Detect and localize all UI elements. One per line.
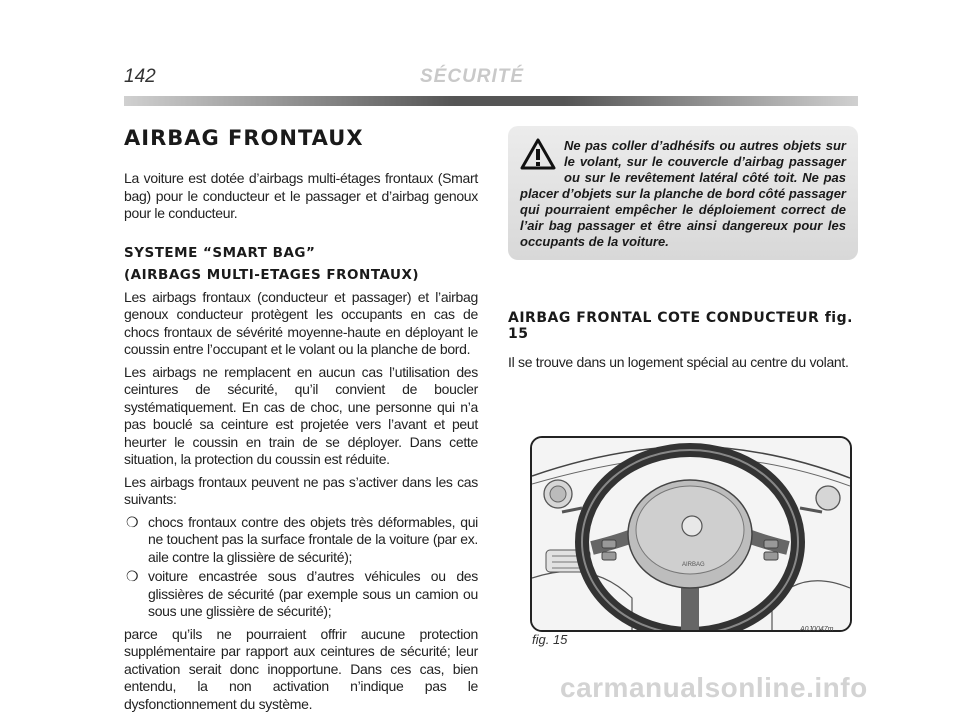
right-column: [508, 126, 858, 377]
figure-code: A0J0047m: [800, 626, 834, 633]
airbag-label: AIRBAG: [682, 562, 705, 568]
bullet-circle-icon: ❍: [126, 568, 139, 584]
paragraph-1: Les airbags frontaux (conducteur et passager) et l’airbag genoux conducteur protègent les occupants en cas de chocs frontaux de sévérité moyenne-haute en déployant le coussin entre l’occupant et le volant ou la planche de bord.: [124, 288, 478, 357]
paragraph-3: Les airbags frontaux peuvent ne pas s’activer dans les cas suivants:: [124, 473, 478, 507]
driver-airbag-text: Il se trouve dans un logement spécial au centre du volant.: [508, 354, 849, 370]
warning-box: [508, 126, 858, 260]
driver-airbag-title: AIRBAG FRONTAL COTE CONDUCTEUR fig. 15: [508, 310, 853, 342]
left-column: [124, 120, 478, 718]
bullet-text: voiture encastrée sous d’autres véhicules ou des glissières de sécurité (par exemple sous un camion ou sous une glissière de sécurité);: [148, 568, 478, 619]
page-number: 142: [124, 66, 156, 87]
list-item: [124, 568, 478, 621]
list-item: [124, 514, 478, 567]
watermark: carmanualsonline.info: [560, 672, 868, 703]
warning-float: [520, 138, 564, 186]
header-rule: [124, 96, 858, 106]
paragraph-2: Les airbags ne remplacent en aucun cas l’utilisation des ceintures de sécurité, qu’il convient de boucler systématiquement. En cas de choc, une personne qui n’a pas bouclé sa ceinture est projetée vers l’avant et peut heurter le coussin en train de se déployer. Dans cette situation, la protection du coussin est réduite.: [124, 363, 478, 467]
subsection-title-line2: (AIRBAGS MULTI-ETAGES FRONTAUX): [124, 266, 420, 283]
warning-triangle-icon: [520, 138, 556, 170]
bullet-list: [124, 514, 478, 621]
bullet-circle-icon: ❍: [126, 513, 139, 530]
figure-caption: fig. 15: [532, 632, 568, 647]
intro-paragraph: La voiture est dotée d’airbags multi-étages frontaux (Smart bag) pour le conducteur et le passager et d’airbag genoux pour le conducteur.: [124, 170, 478, 221]
paragraph-4: parce qu’ils ne pourraient offrir aucune protection supplémentaire par rapport aux ceintures de sécurité; leur activation serait donc inopportune. Dans ces cas, bien entendu, la non activation n’indique pas le dysfonctionnement du système.: [124, 625, 478, 712]
subsection-title-line1: SYSTEME “SMART BAG”: [124, 244, 316, 261]
running-title: SÉCURITÉ: [420, 66, 525, 87]
figure-steering-wheel: [530, 436, 852, 632]
section-title: AIRBAG FRONTAUX: [124, 126, 364, 150]
warning-text: Ne pas coller d’adhésifs ou autres objets sur le volant, sur le couvercle d’airbag passager ou sur le revêtement latéral côté toit. Ne pas placer d’objets sur la planche de bord côté passager qui pourraient empêcher le déploiement correct de l’air bag passager et être ainsi dangereux pour les occupants de la voiture.: [520, 138, 846, 249]
bullet-text: chocs frontaux contre des objets très déformables, qui ne touchent pas la surface frontale de la voiture (par ex. aile contre la glissière de sécurité);: [148, 513, 478, 565]
steering-wheel-illustration: [532, 438, 850, 630]
